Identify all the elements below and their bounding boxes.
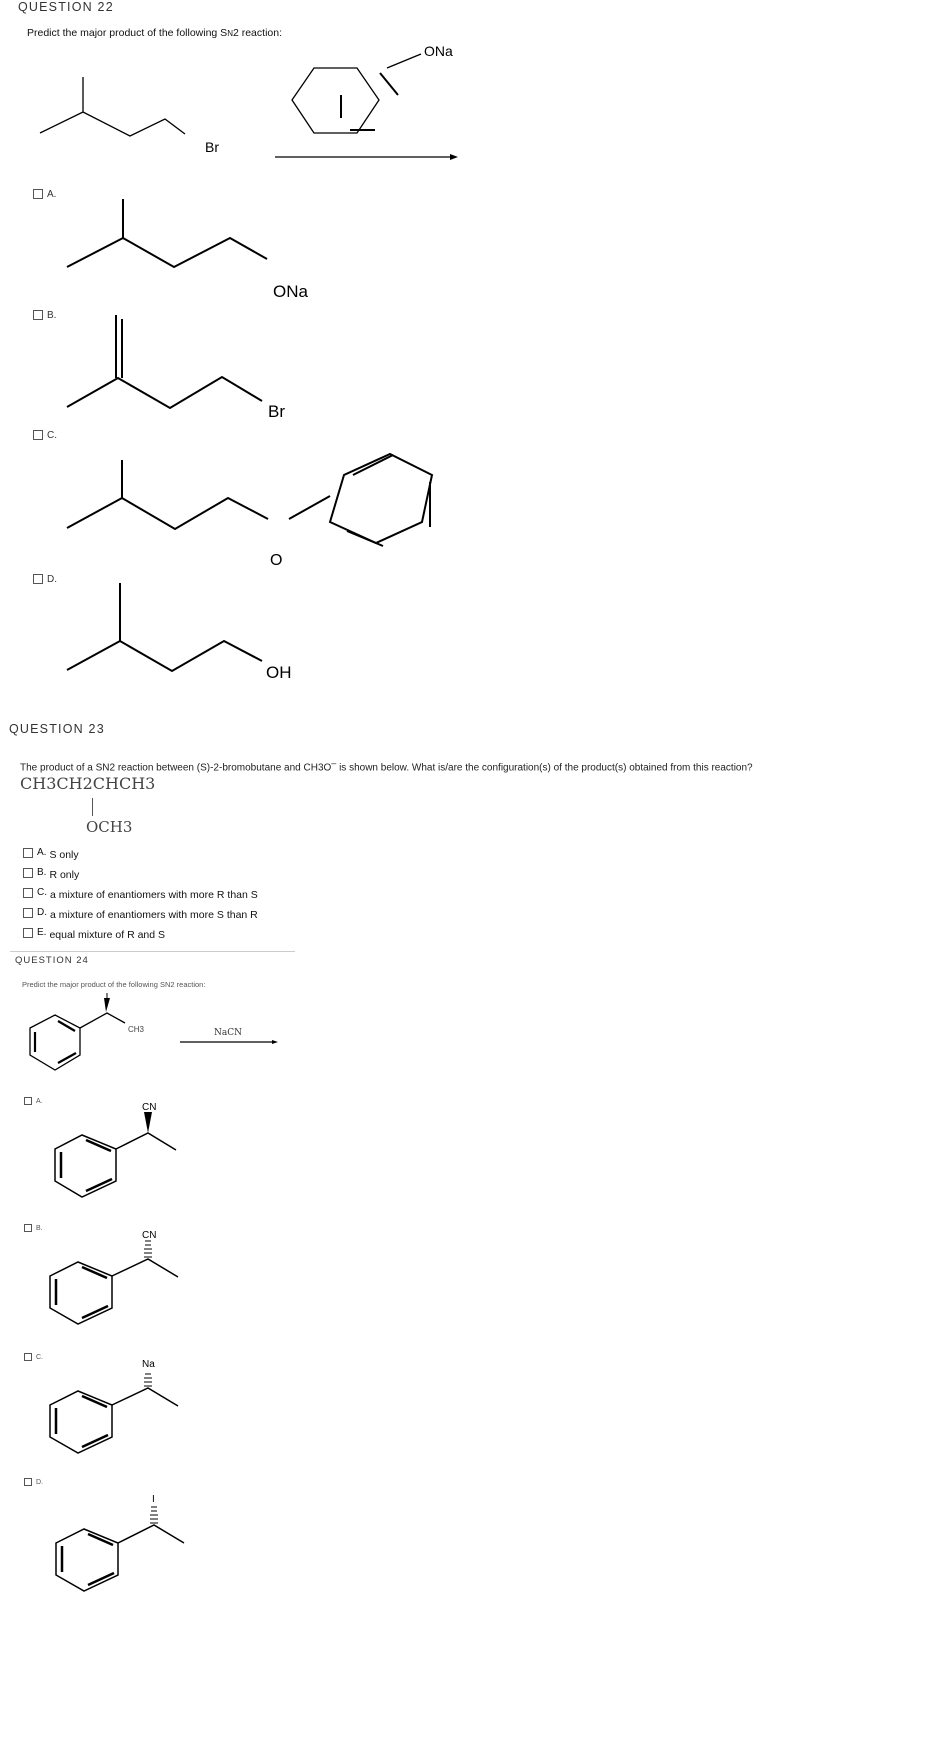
q24-reactant-ring-doubles	[35, 1021, 76, 1063]
q23-prompt-pre: The product of a SN2 reaction between (S)-2-bromobutane and CH3O	[20, 762, 332, 774]
q23-prompt-minus: –	[331, 758, 337, 768]
q23-formula-main: CH3CH2CHCH3	[20, 774, 156, 793]
q24-option-d-label: I	[152, 1494, 155, 1505]
q24-option-b-label: CN	[142, 1230, 157, 1241]
q24-option-a-letter: A.	[36, 1097, 43, 1105]
q24-wedge-bond	[104, 998, 110, 1012]
q24-option-a-checkbox[interactable]	[24, 1097, 32, 1105]
q22-option-a-letter: A.	[47, 189, 57, 200]
q23-option-b-text: R only	[49, 869, 80, 881]
q23-prompt	[20, 758, 753, 773]
q24-option-b-checkbox[interactable]	[24, 1224, 32, 1232]
q23-option-e-letter: E.	[37, 927, 47, 938]
q24-option-b-letter: B.	[36, 1224, 43, 1232]
q24-option-c-checkbox[interactable]	[24, 1353, 32, 1361]
q24-reagent-label: NaCN	[214, 1028, 243, 1038]
q22-option-d-letter: D.	[47, 574, 57, 585]
q24-arrow-head	[272, 1040, 278, 1044]
q24-option-c-structure	[40, 1355, 200, 1465]
q23-divider	[10, 951, 295, 952]
q23-prompt-post: is shown below. What is/are the configuration(s) of the product(s) obtained from this reaction?	[336, 762, 753, 774]
q22-option-d-label: OH	[266, 663, 292, 682]
q22-title: QUESTION 22	[18, 0, 114, 14]
q23-option-d-checkbox[interactable]	[23, 908, 33, 918]
q22-option-c-label: O	[270, 552, 283, 569]
q23-option-d-letter: D.	[37, 907, 47, 918]
q23-option-e[interactable]	[23, 927, 165, 939]
q24-option-a-label: CN	[142, 1102, 157, 1113]
q22-reagent-ona-label: ONa	[424, 43, 453, 59]
q23-option-c[interactable]	[23, 887, 258, 899]
q23-formula-sub: OCH3	[86, 818, 133, 836]
q22-reagent-ring	[292, 68, 379, 133]
q22-prompt-post: 2 reaction:	[232, 27, 282, 39]
q24-option-d-structure	[40, 1480, 200, 1610]
q24-substituent-label: CH3	[128, 1025, 145, 1034]
q24-option-a-structure	[40, 1100, 200, 1210]
q23-option-b[interactable]	[23, 867, 79, 879]
q22-prompt	[27, 27, 282, 39]
q22-reactant-br-label: Br	[205, 139, 219, 155]
q23-option-a-checkbox[interactable]	[23, 848, 33, 858]
q23-option-c-checkbox[interactable]	[23, 888, 33, 898]
q23-option-e-text: equal mixture of R and S	[49, 929, 166, 941]
q22-option-a-label: ONa	[273, 282, 308, 301]
q22-reagent-ring-doubles	[341, 73, 398, 130]
q24-option-c-letter: C.	[36, 1353, 43, 1361]
q23-title: QUESTION 23	[9, 722, 105, 736]
q23-formula-bond	[92, 798, 93, 816]
q22-option-c-letter: C.	[47, 430, 57, 441]
q22-option-d-structure	[0, 578, 360, 688]
q23-option-a-text: S only	[49, 849, 79, 861]
q23-option-e-checkbox[interactable]	[23, 928, 33, 938]
q22-reaction-scheme	[0, 40, 480, 170]
q23-option-c-letter: C.	[37, 887, 47, 898]
q22-option-c-structure	[0, 435, 460, 575]
q24-reactant-chain	[80, 1013, 125, 1028]
q22-arrow-head	[450, 154, 458, 160]
q23-option-b-letter: B.	[37, 867, 47, 878]
q22-prompt-pre: Predict the major product of the following S	[27, 27, 228, 39]
q22-option-b-letter: B.	[47, 310, 57, 321]
q23-option-b-checkbox[interactable]	[23, 868, 33, 878]
q24-option-d-checkbox[interactable]	[24, 1478, 32, 1486]
q23-option-c-text: a mixture of enantiomers with more R than S	[50, 889, 258, 901]
q22-reagent-o-bond	[387, 54, 421, 68]
q24-option-b-structure	[40, 1226, 200, 1336]
q23-option-a[interactable]	[23, 847, 79, 859]
q22-reactant-skeleton	[40, 112, 185, 136]
q24-prompt: Predict the major product of the following SN2 reaction:	[22, 980, 206, 989]
q22-option-b-structure	[0, 315, 360, 425]
q22-prompt-sub: N	[227, 29, 233, 38]
q23-option-a-letter: A.	[37, 847, 47, 858]
q24-title: QUESTION 24	[15, 955, 89, 966]
q24-reaction-scheme	[0, 990, 300, 1090]
q23-option-d-text: a mixture of enantiomers with more S than R	[50, 909, 258, 921]
q24-option-d-letter: D.	[36, 1478, 43, 1486]
q23-option-d[interactable]	[23, 907, 258, 919]
q24-option-c-label: Na	[142, 1359, 155, 1370]
q24-reactant-ring	[30, 1015, 80, 1070]
q22-option-b-label: Br	[268, 402, 285, 421]
q22-option-a-structure	[0, 195, 360, 305]
